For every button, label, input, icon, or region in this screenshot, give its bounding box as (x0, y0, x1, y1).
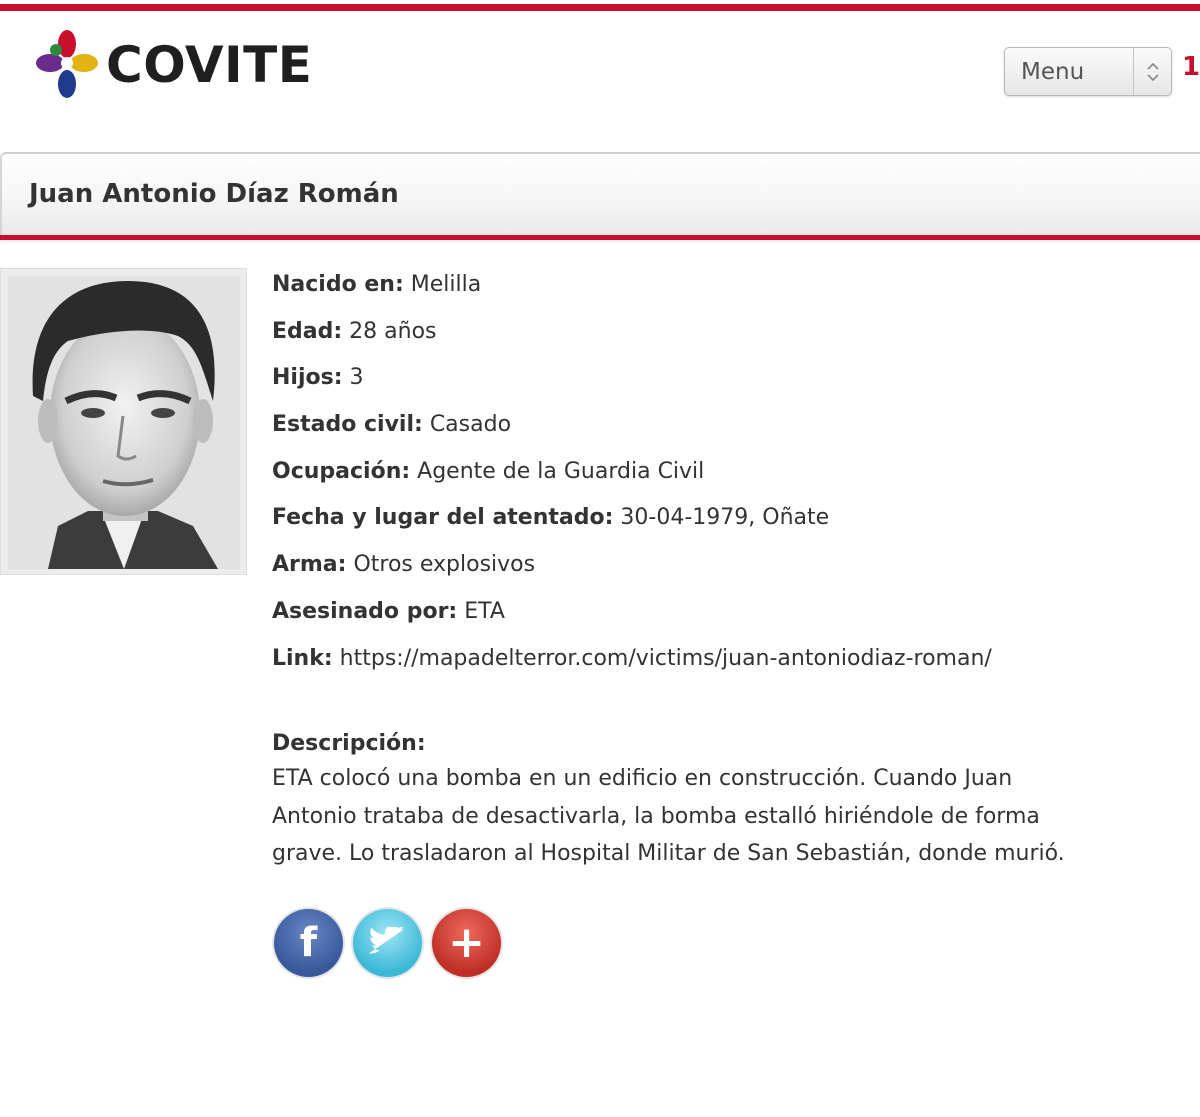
title-bar (0, 152, 1200, 240)
victim-photo (8, 276, 240, 569)
detail-marital-status: Estado civil: Casado (272, 412, 512, 438)
twitter-bird-icon (368, 927, 408, 959)
description-line: Antonio trataba de desactivarla, la bomba estalló hiriéndole de forma (272, 803, 1040, 829)
description-block (272, 728, 1072, 873)
updown-chevron-icon (1133, 48, 1171, 95)
detail-children: Hijos: 3 (272, 365, 364, 391)
covite-logo-icon (36, 30, 98, 100)
more-share-button[interactable] (430, 907, 503, 979)
description-heading: Descripción: (272, 731, 426, 756)
detail-birthplace: Nacido en: Melilla (272, 272, 482, 297)
detail-occupation: Ocupación: Agente de la Guardia Civil (272, 458, 705, 484)
menu-dropdown-label: Menu (1021, 58, 1085, 85)
facebook-icon: f (299, 920, 318, 966)
victim-details (272, 266, 1172, 686)
plus-icon: + (448, 917, 485, 968)
detail-age: Edad: 28 años (272, 318, 437, 344)
victim-link-url[interactable]: https://mapadelterror.com/victims/juan-antoniodiaz-roman/ (339, 645, 992, 671)
top-accent-rule (0, 4, 1200, 11)
description-line: grave. Lo trasladaron al Hospital Militar de San Sebastián, donde murió. (272, 841, 1065, 866)
header-edge-text: 1 (1182, 52, 1200, 82)
detail-weapon: Arma: Otros explosivos (272, 552, 536, 578)
detail-killed-by: Asesinado por: ETA (272, 598, 505, 624)
twitter-share-button[interactable] (351, 907, 424, 979)
covite-logo[interactable] (36, 30, 312, 100)
menu-dropdown[interactable] (1004, 47, 1172, 96)
detail-link: Link: https://mapadelterror.com/victims/juan-antoniodiaz-roman/ (272, 645, 992, 671)
facebook-share-button[interactable] (272, 907, 345, 979)
share-buttons (272, 907, 503, 979)
page-title: Juan Antonio Díaz Román (29, 179, 399, 209)
detail-attack-date-place: Fecha y lugar del atentado: 30-04-1979, Oñate (272, 505, 830, 531)
logo-wordmark: COVITE (106, 36, 313, 94)
description-line: ETA colocó una bomba en un edificio en construcción. Cuando Juan (272, 766, 1013, 791)
victim-photo-frame (0, 268, 247, 575)
